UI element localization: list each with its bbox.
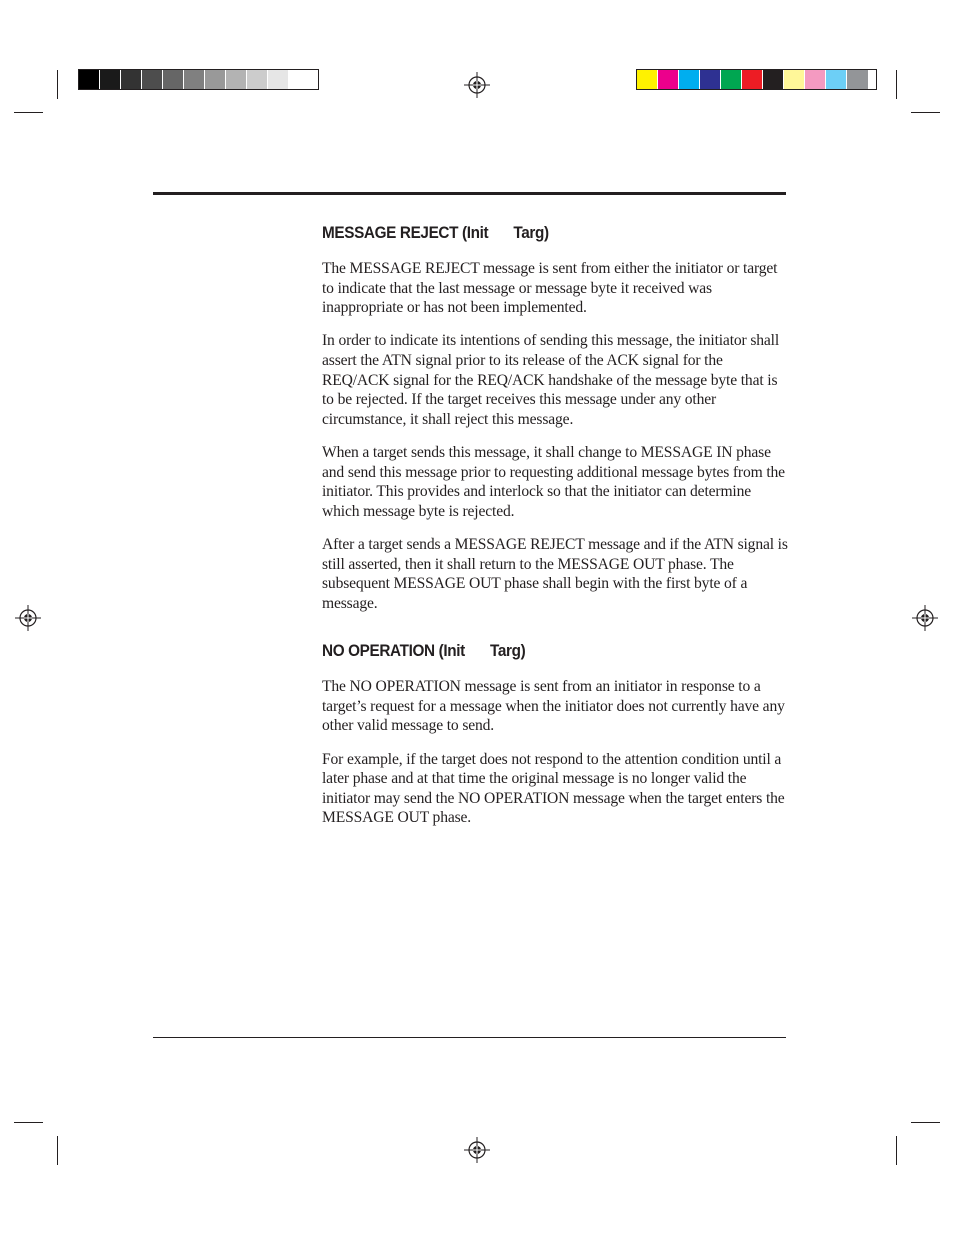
paragraph: In order to indicate its intentions of sending this message, the initiator shall assert the ATN signal prior to its release of the ACK signal for the REQ/ACK signal for the REQ/ACK handshake of the message byte that is to be rejected. If the target receives this message under any other circumstance, it shall reject this message.	[322, 332, 780, 428]
color-swatch	[742, 70, 763, 89]
color-swatch	[247, 70, 268, 89]
color-swatch	[805, 70, 826, 89]
paragraph: The NO OPERATION message is sent from an initiator in response to a target’s request for a message when the initiator does not currently have any other valid message to send.	[322, 678, 785, 735]
color-swatch	[289, 70, 310, 89]
crop-mark-top-right-vertical	[896, 70, 897, 99]
crop-mark-top-left-horizontal	[14, 112, 43, 113]
paragraph: The MESSAGE REJECT message is sent from either the initiator or target to indicate that the last message or message byte it received was inappropriate or has not been implemented.	[322, 260, 778, 317]
color-swatch	[163, 70, 184, 89]
registration-mark-icon	[464, 1137, 490, 1163]
color-swatch	[100, 70, 121, 89]
heading-text-right: Targ)	[490, 641, 526, 661]
color-swatch	[763, 70, 784, 89]
footer-rule	[153, 1037, 786, 1038]
color-swatch	[226, 70, 247, 89]
section-heading	[322, 219, 741, 247]
grayscale-calibration-bar	[78, 69, 319, 90]
crop-mark-bottom-left-vertical	[57, 1136, 58, 1165]
heading-text-right: Targ)	[513, 223, 549, 242]
color-swatch	[847, 70, 868, 89]
registration-mark-icon	[912, 605, 938, 631]
crop-mark-bottom-right-horizontal	[911, 1122, 940, 1123]
crop-mark-top-left-vertical	[57, 70, 58, 99]
document-body	[322, 219, 788, 828]
heading-text-left: NO OPERATION (Init	[322, 641, 465, 661]
color-swatch	[679, 70, 700, 89]
section-no-operation	[322, 637, 788, 828]
color-swatch	[721, 70, 742, 89]
paragraph: After a target sends a MESSAGE REJECT message and if the ATN signal is still asserted, then it shall return to the MESSAGE OUT phase. The subsequent MESSAGE OUT phase shall begin with the first byte of a message.	[322, 535, 788, 612]
color-swatch	[268, 70, 289, 89]
section-heading	[322, 637, 741, 665]
color-swatch	[184, 70, 205, 89]
color-swatch	[700, 70, 721, 89]
paragraph: For example, if the target does not respond to the attention condition until a later phase and at that time the original message is no longer valid the initiator may send the NO OPERATION message when the target enters the MESSAGE OUT phase.	[322, 750, 785, 827]
registration-mark-icon	[464, 72, 490, 98]
color-swatch	[658, 70, 679, 89]
color-calibration-bar	[636, 69, 877, 90]
color-swatch	[121, 70, 142, 89]
color-swatch	[79, 70, 100, 89]
registration-mark-icon	[15, 605, 41, 631]
color-swatch	[637, 70, 658, 89]
section-message-reject	[322, 219, 788, 613]
color-swatch	[784, 70, 805, 89]
crop-mark-bottom-right-vertical	[896, 1136, 897, 1165]
header-rule	[153, 192, 786, 195]
color-swatch	[142, 70, 163, 89]
color-swatch	[205, 70, 226, 89]
heading-text-left: MESSAGE REJECT (Init	[322, 223, 489, 242]
paragraph: When a target sends this message, it shall change to MESSAGE IN phase and send this message prior to requesting additional message bytes from the initiator. This provides and interlock so that the initiator can determine which message byte is rejected.	[322, 443, 785, 520]
crop-mark-top-right-horizontal	[911, 112, 940, 113]
color-swatch	[826, 70, 847, 89]
crop-mark-bottom-left-horizontal	[14, 1122, 43, 1123]
